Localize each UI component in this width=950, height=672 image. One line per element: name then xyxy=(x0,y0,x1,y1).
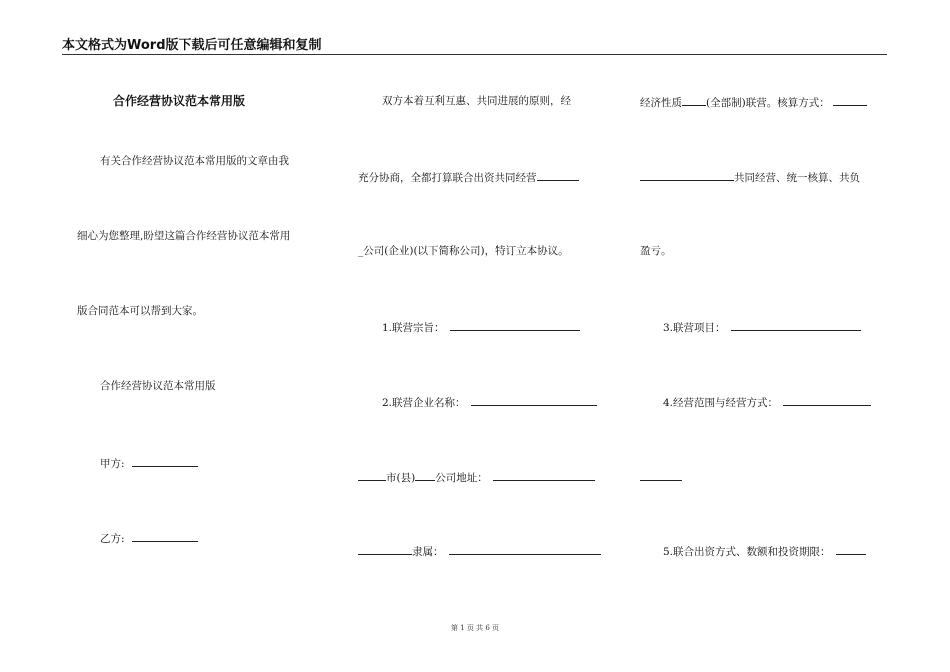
intro-line-3: 版合同范本可以帮到大家。 xyxy=(77,305,203,317)
item-1-blank xyxy=(450,319,580,331)
item-1-row xyxy=(382,319,580,335)
item-4-continued-blank xyxy=(640,469,682,481)
item-3-row xyxy=(663,319,861,335)
col2-para-line-1: 双方本着互利互惠、共同进展的原则，经 xyxy=(382,95,571,107)
item-4-continued-row xyxy=(640,469,682,485)
item-2-row xyxy=(382,394,597,410)
city-label: 市(县) xyxy=(386,472,416,484)
item-4-label: 4.经营范围与经营方式： xyxy=(663,397,779,409)
economic-nature-blank xyxy=(682,94,706,106)
item-5-row xyxy=(663,543,866,559)
party-a-blank xyxy=(132,455,198,467)
county-blank xyxy=(415,469,435,481)
party-a-label: 甲方: xyxy=(100,458,125,470)
item-5-blank xyxy=(836,543,866,555)
address-blank xyxy=(493,469,595,481)
accounting-label: (全部制)联营。核算方式： xyxy=(706,97,830,109)
col2-para-line-2 xyxy=(358,169,579,185)
item-5-label: 5.联合出资方式、数额和投资期限： xyxy=(663,546,831,558)
col3-para-line-1 xyxy=(640,94,867,110)
item-1-label: 1.联营宗旨： xyxy=(382,322,445,334)
item-3-blank xyxy=(731,319,861,331)
subtitle: 合作经营协议范本常用版 xyxy=(100,380,216,392)
item-4-blank xyxy=(783,394,871,406)
item-2-label: 2.联营企业名称： xyxy=(382,397,466,409)
col2-para-line-3: _公司(企业)(以下简称公司)，特订立本协议。 xyxy=(358,245,569,257)
item-3-label: 3.联营项目： xyxy=(663,322,726,334)
affiliation-row xyxy=(358,543,601,559)
affiliation-prefix-blank xyxy=(358,543,412,555)
address-row xyxy=(358,469,595,485)
item-4-row xyxy=(663,394,871,410)
intro-line-1: 有关合作经营协议范本常用版的文章由我 xyxy=(100,155,289,167)
item-2-blank xyxy=(471,394,597,406)
party-a-row xyxy=(100,455,198,471)
affiliation-blank xyxy=(449,543,601,555)
party-b-blank xyxy=(132,530,198,542)
affiliation-label: 隶属： xyxy=(412,546,444,558)
city-blank xyxy=(358,469,386,481)
col3-para-line-2 xyxy=(640,169,860,185)
intro-line-2: 细心为您整理,盼望这篇合作经营协议范本常用 xyxy=(77,230,291,242)
accounting-continued-blank xyxy=(640,169,734,181)
address-label: 公司地址： xyxy=(435,472,488,484)
document-title: 合作经营协议范本常用版 xyxy=(113,94,246,108)
col3-para-text-2: 共同经营、统一核算、共负 xyxy=(734,172,860,184)
col2-para-text-2: 充分协商，全都打算联合出资共同经营 xyxy=(358,172,537,184)
page-header xyxy=(62,34,887,55)
header-note: 本文格式为Word版下载后可任意编辑和复制 xyxy=(62,38,322,53)
party-b-label: 乙方: xyxy=(100,533,125,545)
party-b-row xyxy=(100,530,198,546)
col3-para-line-3: 盈亏。 xyxy=(640,245,672,257)
joint-venture-blank xyxy=(537,169,579,181)
accounting-blank xyxy=(833,94,867,106)
economic-nature-label: 经济性质 xyxy=(640,97,682,109)
page-number: 第 1 页 共 6 页 xyxy=(450,624,500,632)
